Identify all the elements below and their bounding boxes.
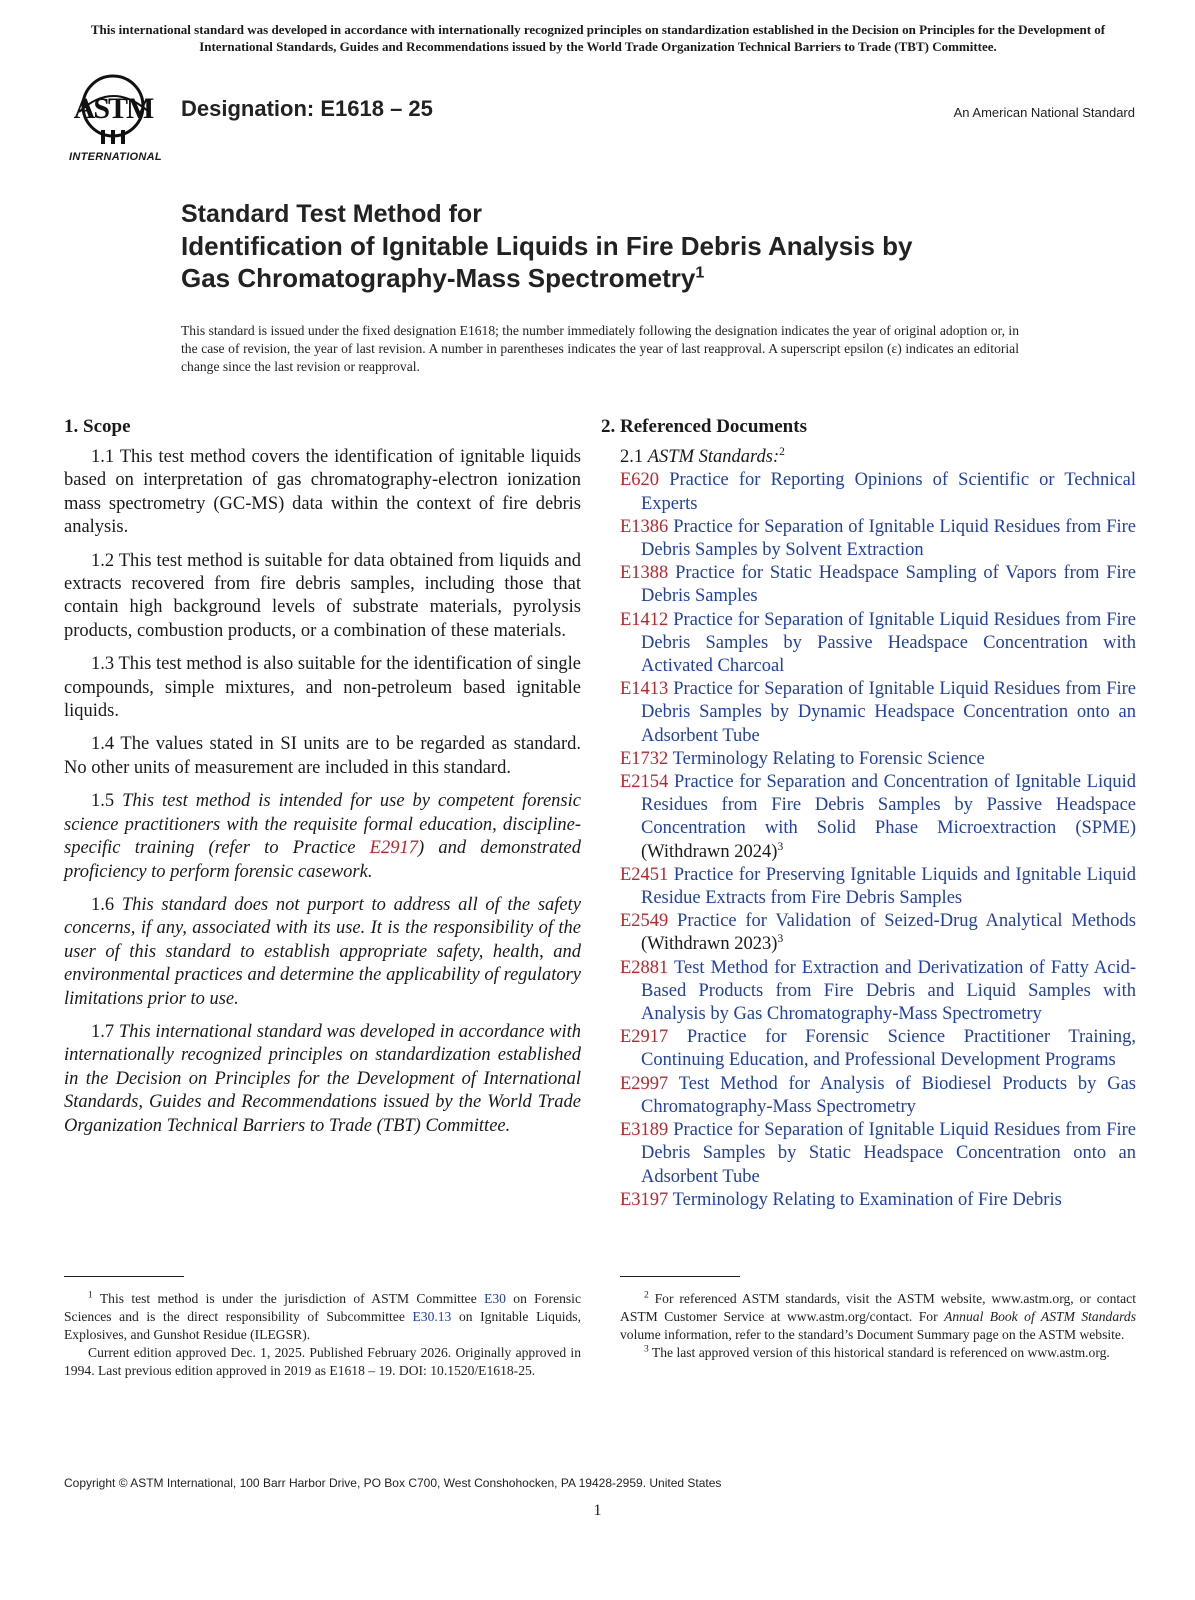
page-number: 1	[593, 1502, 602, 1519]
link-e2917[interactable]: E2917	[369, 838, 418, 859]
ref-item-e3189[interactable]: E3189 Practice for Separation of Ignitable Liquid Residues from Fire Debris Samples by Static Headspace Concentration onto an Adsorbent Tube	[620, 1120, 1136, 1187]
footnote-1: $^1$ This test method is under the jurisdiction of ASTM Committee E30 on Forensic Sciences and is the direct responsibility of Subcommittee E30.13 on Ignitable Liquids, Explosives, and Gunshot Residue (ILEGSR).	[64, 1290, 582, 1342]
ref-item-e2154[interactable]: E2154 Practice for Separation and Concentration of Ignitable Liquid Residues from Fire Debris Samples by Passive Headspace Concentration with Solid Phase Microextraction (SPME) (Withdrawn 2024)$^3$	[620, 772, 1136, 862]
scope-para-1-6: 1.6 This standard does not purport to address all of the safety concerns, if any, associated with its use. It is the responsibility of the user of this standard to establish appropriate safety, health, and environmental practices and determine the applicability of regulatory limitations prior to use.	[64, 894, 581, 1009]
logo-wordmark: INTERNATIONAL	[69, 151, 162, 163]
national-standard-label: An American National Standard	[953, 105, 1135, 120]
footnote-2: $^2$ For referenced ASTM standards, visit the ASTM website, www.astm.org, or contact ASTM Customer Service at www.astm.org/contact. For Annual Book of ASTM Standards volume information, refer to the standard’s Document Summary page on the ASTM website.	[620, 1290, 1136, 1342]
ref-item-e1412[interactable]: E1412 Practice for Separation of Ignitable Liquid Residues from Fire Debris Samples by Passive Headspace Concentration with Activated Charcoal	[620, 609, 1136, 677]
title-line-2: Identification of Ignitable Liquids in Fire Debris Analysis by	[181, 231, 913, 261]
ref-item-e1386[interactable]: E1386 Practice for Separation of Ignitable Liquid Residues from Fire Debris Samples by Solvent Extraction	[620, 516, 1136, 561]
ref-item-e2549[interactable]: E2549 Practice for Validation of Seized-Drug Analytical Methods (Withdrawn 2023)$^3$	[620, 911, 1136, 955]
scope-section	[64, 416, 581, 1148]
footnotes-left	[64, 1290, 581, 1380]
ref-item-e1732[interactable]: E1732 Terminology Relating to Forensic Science	[620, 748, 985, 769]
designation: Designation: E1618 – 25	[181, 96, 433, 121]
referenced-documents-section	[601, 416, 1137, 1212]
scope-para-1-2: 1.2 This test method is suitable for data obtained from liquids and extracts recovered from fire debris samples, including those that contain high background levels of substrate materials, pyrolysis products, combustion products, or a combination of these materials.	[64, 550, 581, 641]
document-title	[181, 198, 912, 294]
ref-item-e2881[interactable]: E2881 Test Method for Extraction and Derivatization of Fatty Acid-Based Products from Fire Debris and Liquid Samples with Analysis by Gas Chromatography-Mass Spectrometry	[620, 957, 1136, 1025]
ref-item-e3197[interactable]: E3197 Terminology Relating to Examination of Fire Debris	[620, 1189, 1062, 1210]
ref-item-e1413[interactable]: E1413 Practice for Separation of Ignitable Liquid Residues from Fire Debris Samples by Dynamic Headspace Concentration onto an Adsorbent Tube	[620, 679, 1136, 746]
copyright-line: Copyright © ASTM International, 100 Barr Harbor Drive, PO Box C700, West Conshohocken, PA 19428-2959. United States	[64, 1476, 722, 1490]
top-notice: This international standard was developed in accordance with internationally recognized principles on standardization established in the Decision on Principles for the Development of International Standards, Guides and Recommendations issued by the World Trade Organization Technical Barriers to Trade (TBT) Committee.	[90, 22, 1106, 54]
scope-para-1-5: 1.5 This test method is intended for use by competent forensic science practitioners with the requisite formal education, discipline-specific training (refer to Practice E2917) and demonstrated proficiency to perform forensic casework.	[64, 791, 581, 882]
scope-para-1-7: 1.7 This international standard was developed in accordance with internationally recognized principles on standardization established in the Decision on Principles for the Development of International Standards, Guides and Recommendations issued by the World Trade Organization Technical Barriers to Trade (TBT) Committee.	[64, 1021, 582, 1136]
footnote-1-edition: Current edition approved Dec. 1, 2025. Published February 2026. Originally approved in 1994. Last previous edition approved in 2019 as E1618 – 19. DOI: 10.1520/E1618-25.	[64, 1345, 581, 1378]
footnote-divider-left	[64, 1276, 184, 1277]
footnote-divider-right	[620, 1276, 740, 1277]
astm-standards-subhead: 2.1 ASTM Standards:$^2$	[620, 445, 785, 467]
footnotes-right	[620, 1290, 1136, 1362]
footnote-3: $^3$ The last approved version of this historical standard is referenced on www.astm.org.	[644, 1344, 1110, 1360]
scope-heading: 1. Scope	[64, 416, 131, 437]
ref-item-e620[interactable]: E620 Practice for Reporting Opinions of Scientific or Technical Experts	[620, 470, 1136, 514]
referenced-heading: 2. Referenced Documents	[601, 416, 807, 437]
ref-item-e1388[interactable]: E1388 Practice for Static Headspace Sampling of Vapors from Fire Debris Samples	[620, 563, 1137, 607]
title-footnote-mark: 1	[695, 263, 705, 282]
ref-item-e2997[interactable]: E2997 Test Method for Analysis of Biodiesel Products by Gas Chromatography-Mass Spectrometry	[620, 1073, 1136, 1117]
scope-para-1-4: 1.4 The values stated in SI units are to be regarded as standard. No other units of measurement are included in this standard.	[64, 734, 581, 778]
issued-note: This standard is issued under the fixed designation E1618; the number immediately following the designation indicates the year of original adoption or, in the case of revision, the year of last revision. A number in parentheses indicates the year of last reapproval. A superscript epsilon (ε) indicates an editorial change since the last revision or reapproval.	[181, 323, 1019, 374]
title-line-1: Standard Test Method for	[181, 200, 482, 228]
logo-letters: ASTM	[73, 92, 153, 125]
scope-para-1-3: 1.3 This test method is also suitable for the identification of single compounds, simple mixtures, and non-petroleum based ignitable liquids.	[64, 654, 581, 722]
ref-item-e2917[interactable]: E2917 Practice for Forensic Science Practitioner Training, Continuing Education, and Professional Development Programs	[620, 1027, 1136, 1071]
title-line-3: Gas Chromatography-Mass Spectrometry$^1$	[181, 263, 705, 293]
ref-item-e2451[interactable]: E2451 Practice for Preserving Ignitable Liquids and Ignitable Liquid Residue Extracts from Fire Debris Samples	[620, 864, 1137, 909]
link-e30[interactable]: E30	[484, 1291, 506, 1306]
scope-para-1-1: 1.1 This test method covers the identification of ignitable liquids based on interpretation of gas chromatography-electron ionization mass spectrometry (GC-MS) data within the context of fire debris analysis.	[64, 447, 581, 538]
link-e30-13[interactable]: E30.13	[412, 1309, 452, 1324]
